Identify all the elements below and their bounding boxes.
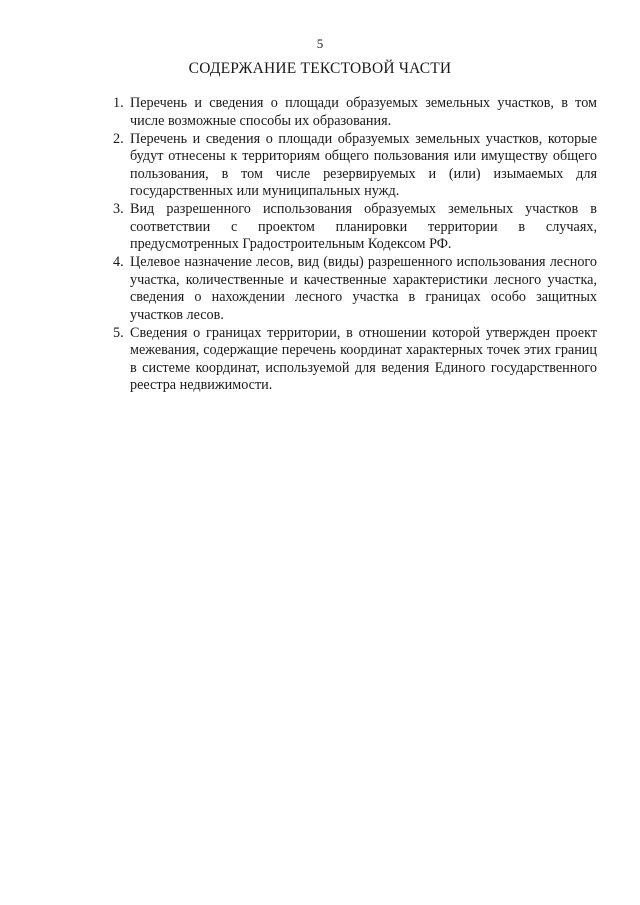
item-text: Перечень и сведения о площади образуемых земельных участков, которые будут отнесены к территориям общего пользования или имуществу общего пользования, в том числе резервируемых и (или) изымаемых для государственных или муниципальных нужд.: [130, 130, 597, 199]
item-number: 2.: [113, 130, 124, 147]
list-item: [113, 254, 597, 324]
list-item: [113, 201, 597, 254]
list-item: [113, 95, 597, 130]
item-text: Целевое назначение лесов, вид (виды) разрешенного использования лесного участка, количественные и качественные характеристики лесного участка, сведения о нахождении лесного участка в границах особо защитных участков лесов.: [130, 254, 597, 323]
item-text: Сведения о границах территории, в отношении которой утвержден проект межевания, содержащие перечень координат характерных точек этих границ в системе координат, используемой для ведения Единого государственного реестра недвижимости.: [130, 324, 597, 393]
item-number: 1.: [113, 95, 124, 111]
page-title: СОДЕРЖАНИЕ ТЕКСТОВОЙ ЧАСТИ: [188, 60, 452, 77]
item-text: Перечень и сведения о площади образуемых земельных участков, в том числе возможные способы их образования.: [130, 95, 597, 129]
list-item: [113, 131, 597, 201]
contents-list: [113, 95, 597, 395]
item-number: 5.: [113, 324, 124, 341]
list-item: [113, 325, 597, 395]
item-text: Вид разрешенного использования образуемых земельных участков в соответствии с проектом планировки территории в случаях, предусмотренных Градостроительным Кодексом РФ.: [130, 201, 597, 252]
page-number: 5: [316, 36, 324, 51]
item-number: 3.: [113, 201, 124, 217]
item-number: 4.: [113, 254, 124, 270]
